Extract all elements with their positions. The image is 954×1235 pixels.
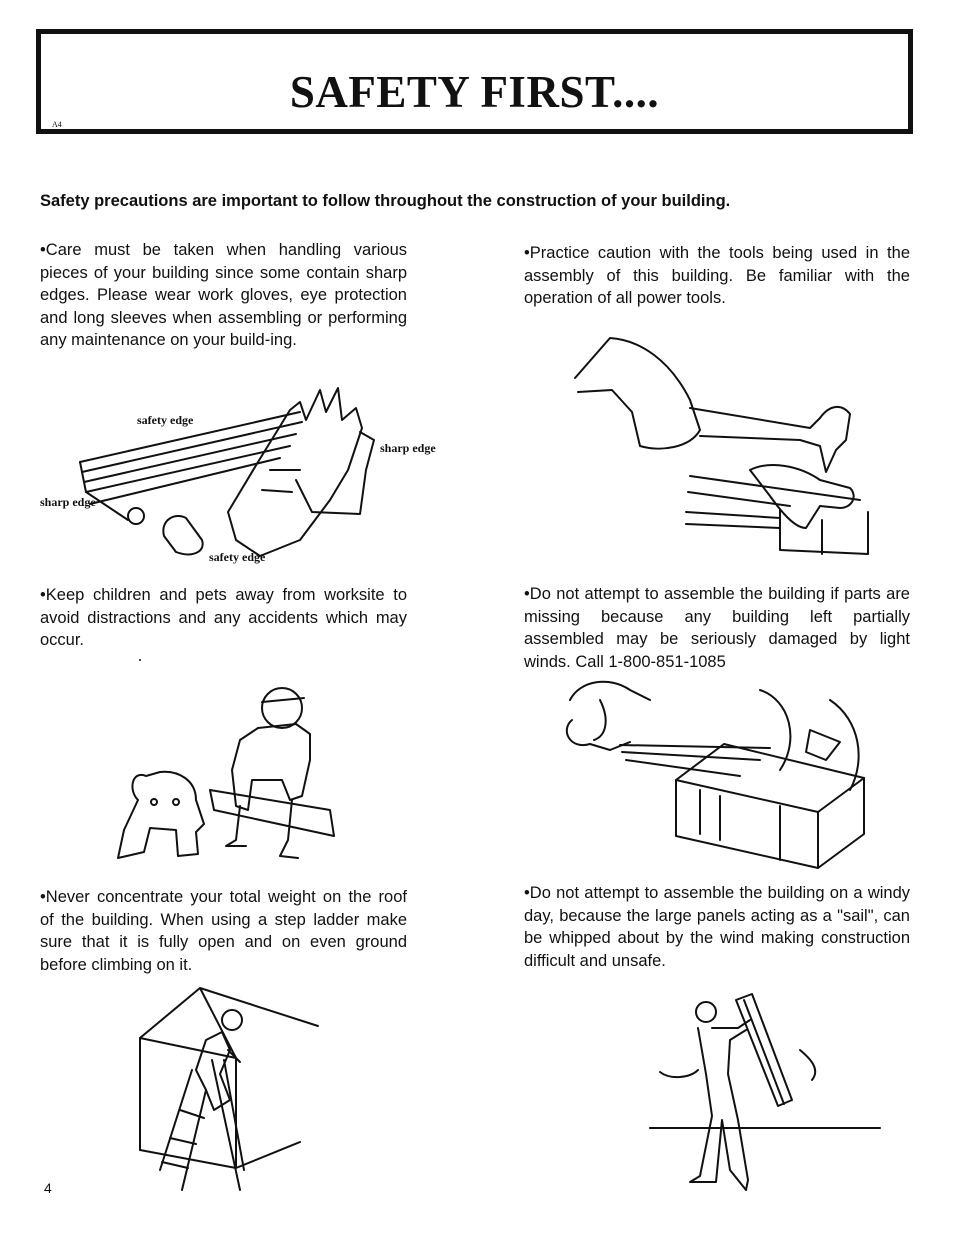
label-safety-edge-bottom: safety edge (209, 550, 266, 564)
intro-text: Safety precautions are important to follow throughout the construction of your building. (40, 192, 731, 210)
children-text: •Keep children and pets away from worksite to avoid distractions and any accidents which may occur. (40, 586, 407, 649)
page-title: SAFETY FIRST.... (289, 67, 660, 117)
label-sharp-edge-right: sharp edge (380, 441, 436, 455)
parts-text: •Do not attempt to assemble the building if parts are missing because any building left partially assembled may be seriously damaged by light winds. Call 1-800-851-1085 (524, 585, 910, 671)
label-safety-edge-top: safety edge (137, 413, 194, 427)
label-sharp-edge-left: sharp edge (40, 495, 96, 509)
weight-text: •Never concentrate your total weight on the roof of the building. When using a step ladder make sure that it is fully open and on even ground before climbing on it. (40, 888, 407, 974)
page-number: 4 (44, 1180, 52, 1196)
gloves-text: •Care must be taken when handling various pieces of your building since some contain sharp edges. Please wear work gloves, eye protection and long sleeves when assembling or performing any maintenance on your build-ing. (40, 241, 407, 349)
tools-text: •Practice caution with the tools being used in the assembly of this building. Be familiar with the operation of all power tools. (524, 244, 910, 307)
page-code: A4 (52, 120, 62, 129)
windy-text: •Do not attempt to assemble the building on a windy day, because the large panels acting as a "sail", can be whipped about by the wind making construction difficult and unsafe. (524, 884, 910, 970)
